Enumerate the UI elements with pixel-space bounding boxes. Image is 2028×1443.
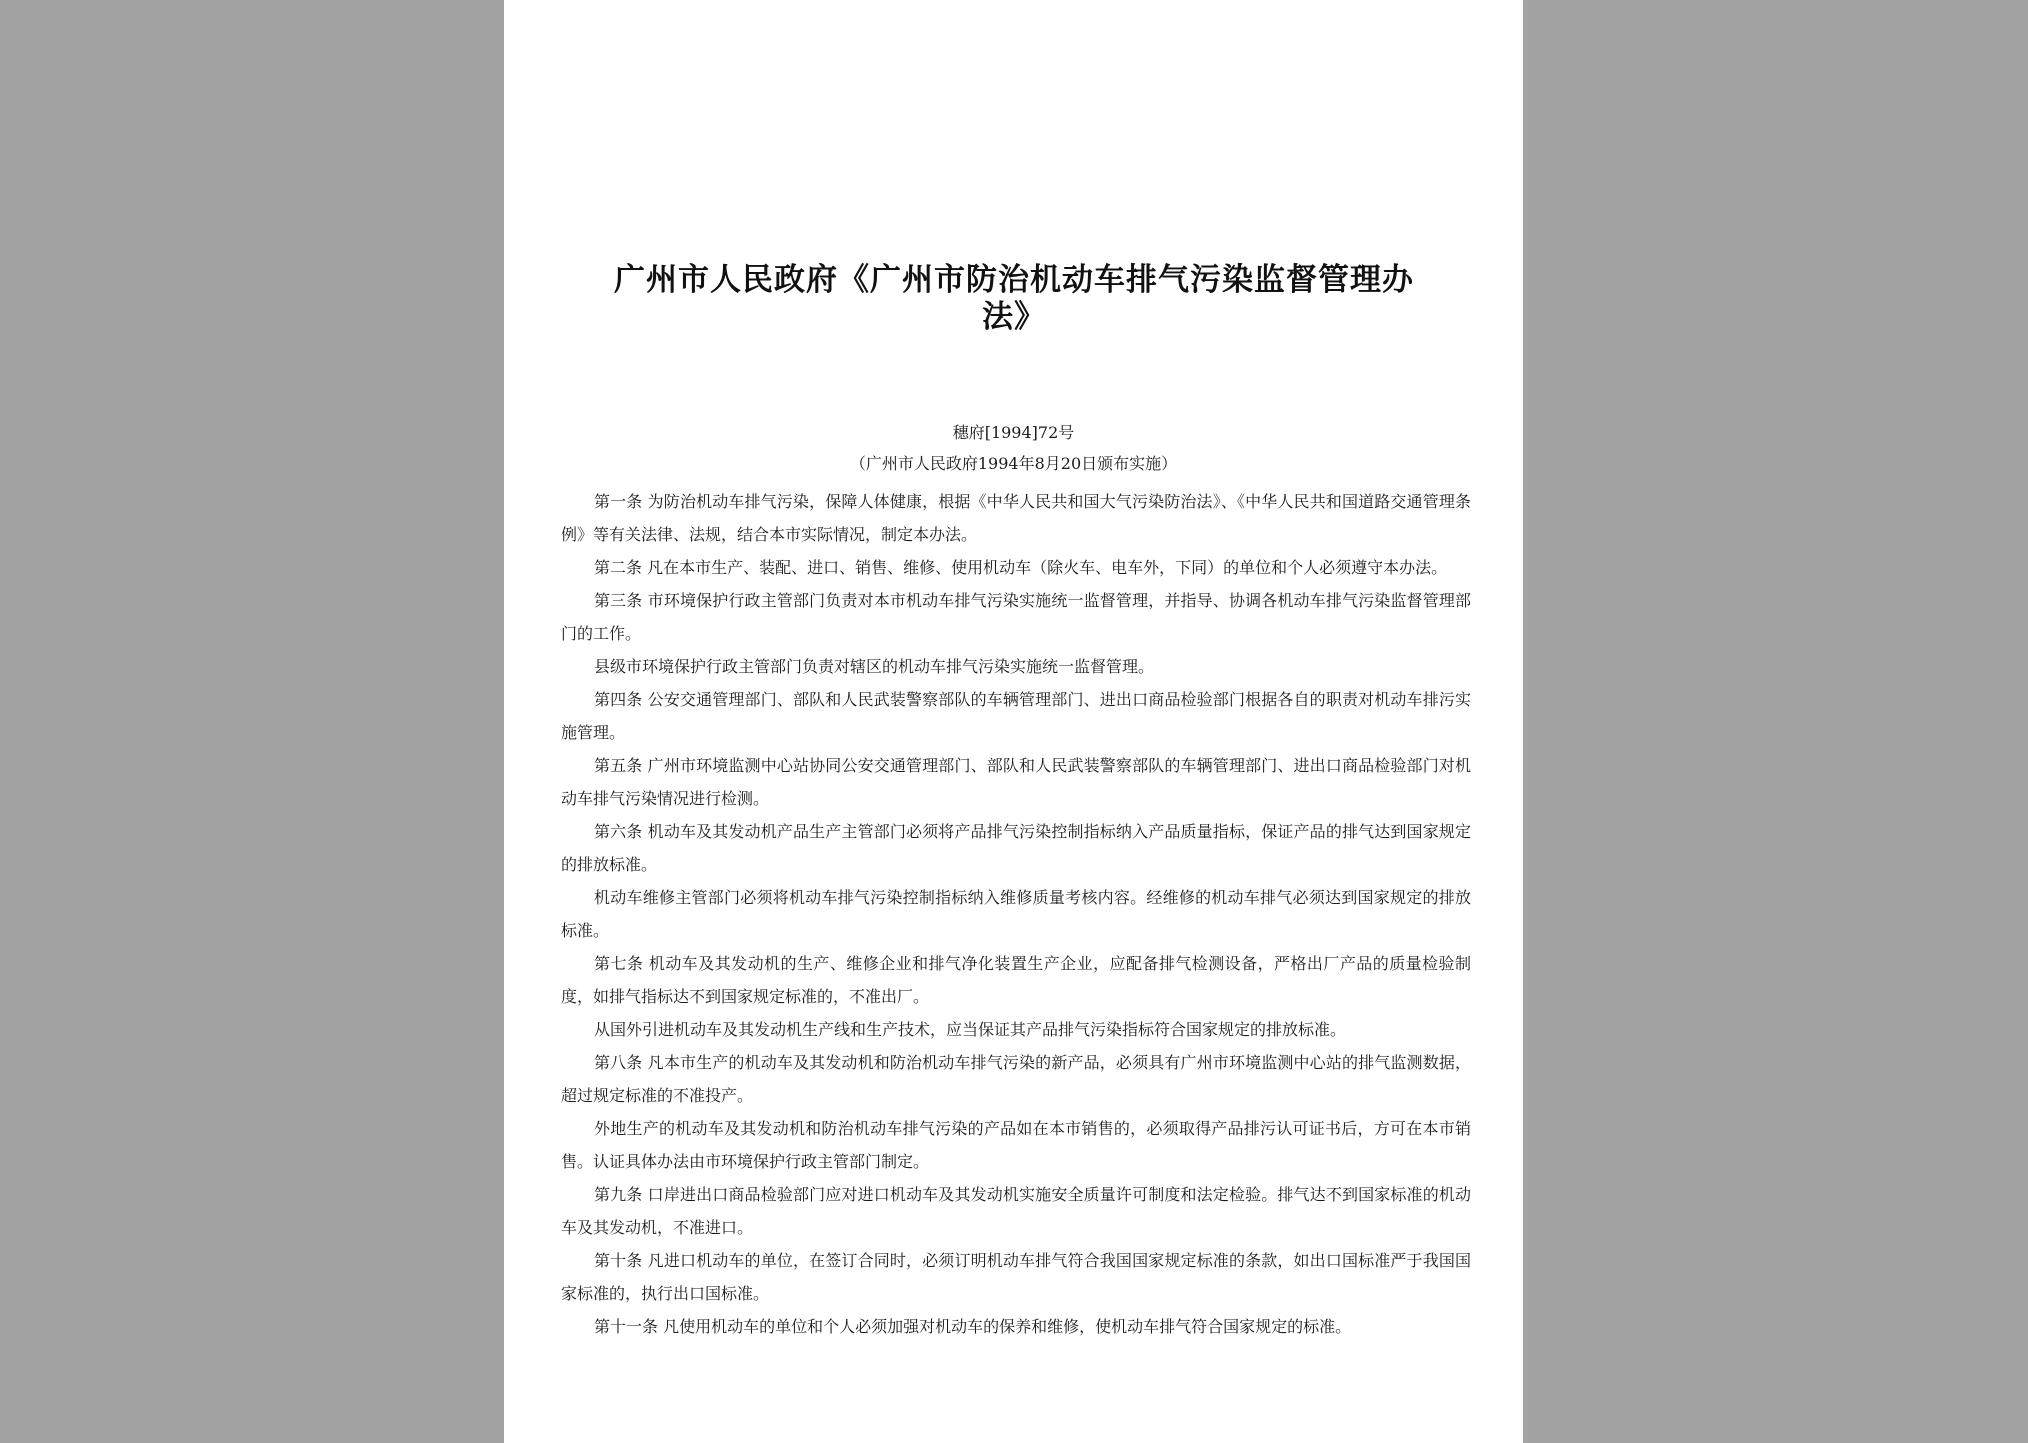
paragraph: 机动车维修主管部门必须将机动车排气污染控制指标纳入维修质量考核内容。经维修的机动车排气必须达到国家规定的排放标准。 [561, 888, 1471, 940]
document-number: 穗府[1994]72号 [952, 423, 1075, 442]
paragraph: 第六条 机动车及其发动机产品生产主管部门必须将产品排气污染控制指标纳入产品质量指标，保证产品的排气达到国家规定的排放标准。 [561, 822, 1471, 874]
paragraph: 第十条 凡进口机动车的单位，在签订合同时，必须订明机动车排气符合我国国家规定标准的条款，如出口国标准严于我国国家标准的，执行出口国标准。 [561, 1251, 1471, 1303]
promulgation-note: （广州市人民政府1994年8月20日颁布实施） [849, 454, 1178, 473]
paragraph: 外地生产的机动车及其发动机和防治机动车排气污染的产品如在本市销售的，必须取得产品排污认可证书后，方可在本市销售。认证具体办法由市环境保护行政主管部门制定。 [561, 1119, 1471, 1171]
document-page [504, 0, 1523, 1443]
document-body [561, 485, 1471, 1343]
document-title: 广州市人民政府《广州市防治机动车排气污染监督管理办法》 [614, 262, 1414, 335]
paragraph: 第五条 广州市环境监测中心站协同公安交通管理部门、部队和人民武装警察部队的车辆管理部门、进出口商品检验部门对机动车排气污染情况进行检测。 [561, 756, 1471, 808]
paragraph: 第一条 为防治机动车排气污染，保障人体健康，根据《中华人民共和国大气污染防治法》、《中华人民共和国道路交通管理条例》等有关法律、法规，结合本市实际情况，制定本办法。 [561, 492, 1471, 544]
paragraph: 第七条 机动车及其发动机的生产、维修企业和排气净化装置生产企业，应配备排气检测设备，严格出厂产品的质量检验制度，如排气指标达不到国家规定标准的，不准出厂。 [561, 954, 1471, 1006]
paragraph: 县级市环境保护行政主管部门负责对辖区的机动车排气污染实施统一监督管理。 [594, 657, 1155, 676]
paragraph: 第八条 凡本市生产的机动车及其发动机和防治机动车排气污染的新产品，必须具有广州市环境监测中心站的排气监测数据，超过规定标准的不准投产。 [561, 1053, 1471, 1105]
paragraph: 从国外引进机动车及其发动机生产线和生产技术，应当保证其产品排气污染指标符合国家规定的排放标准。 [594, 1020, 1347, 1039]
paragraph: 第十一条 凡使用机动车的单位和个人必须加强对机动车的保养和维修，使机动车排气符合国家规定的标准。 [594, 1317, 1352, 1336]
paragraph: 第九条 口岸进出口商品检验部门应对进口机动车及其发动机实施安全质量许可制度和法定检验。排气达不到国家标准的机动车及其发动机，不准进口。 [561, 1185, 1471, 1237]
paragraph: 第二条 凡在本市生产、装配、进口、销售、维修、使用机动车（除火车、电车外，下同）的单位和个人必须遵守本办法。 [594, 558, 1448, 577]
paragraph: 第三条 市环境保护行政主管部门负责对本市机动车排气污染实施统一监督管理，并指导、协调各机动车排气污染监督管理部门的工作。 [561, 591, 1471, 643]
paragraph: 第四条 公安交通管理部门、部队和人民武装警察部队的车辆管理部门、进出口商品检验部门根据各自的职责对机动车排污实施管理。 [561, 690, 1471, 742]
